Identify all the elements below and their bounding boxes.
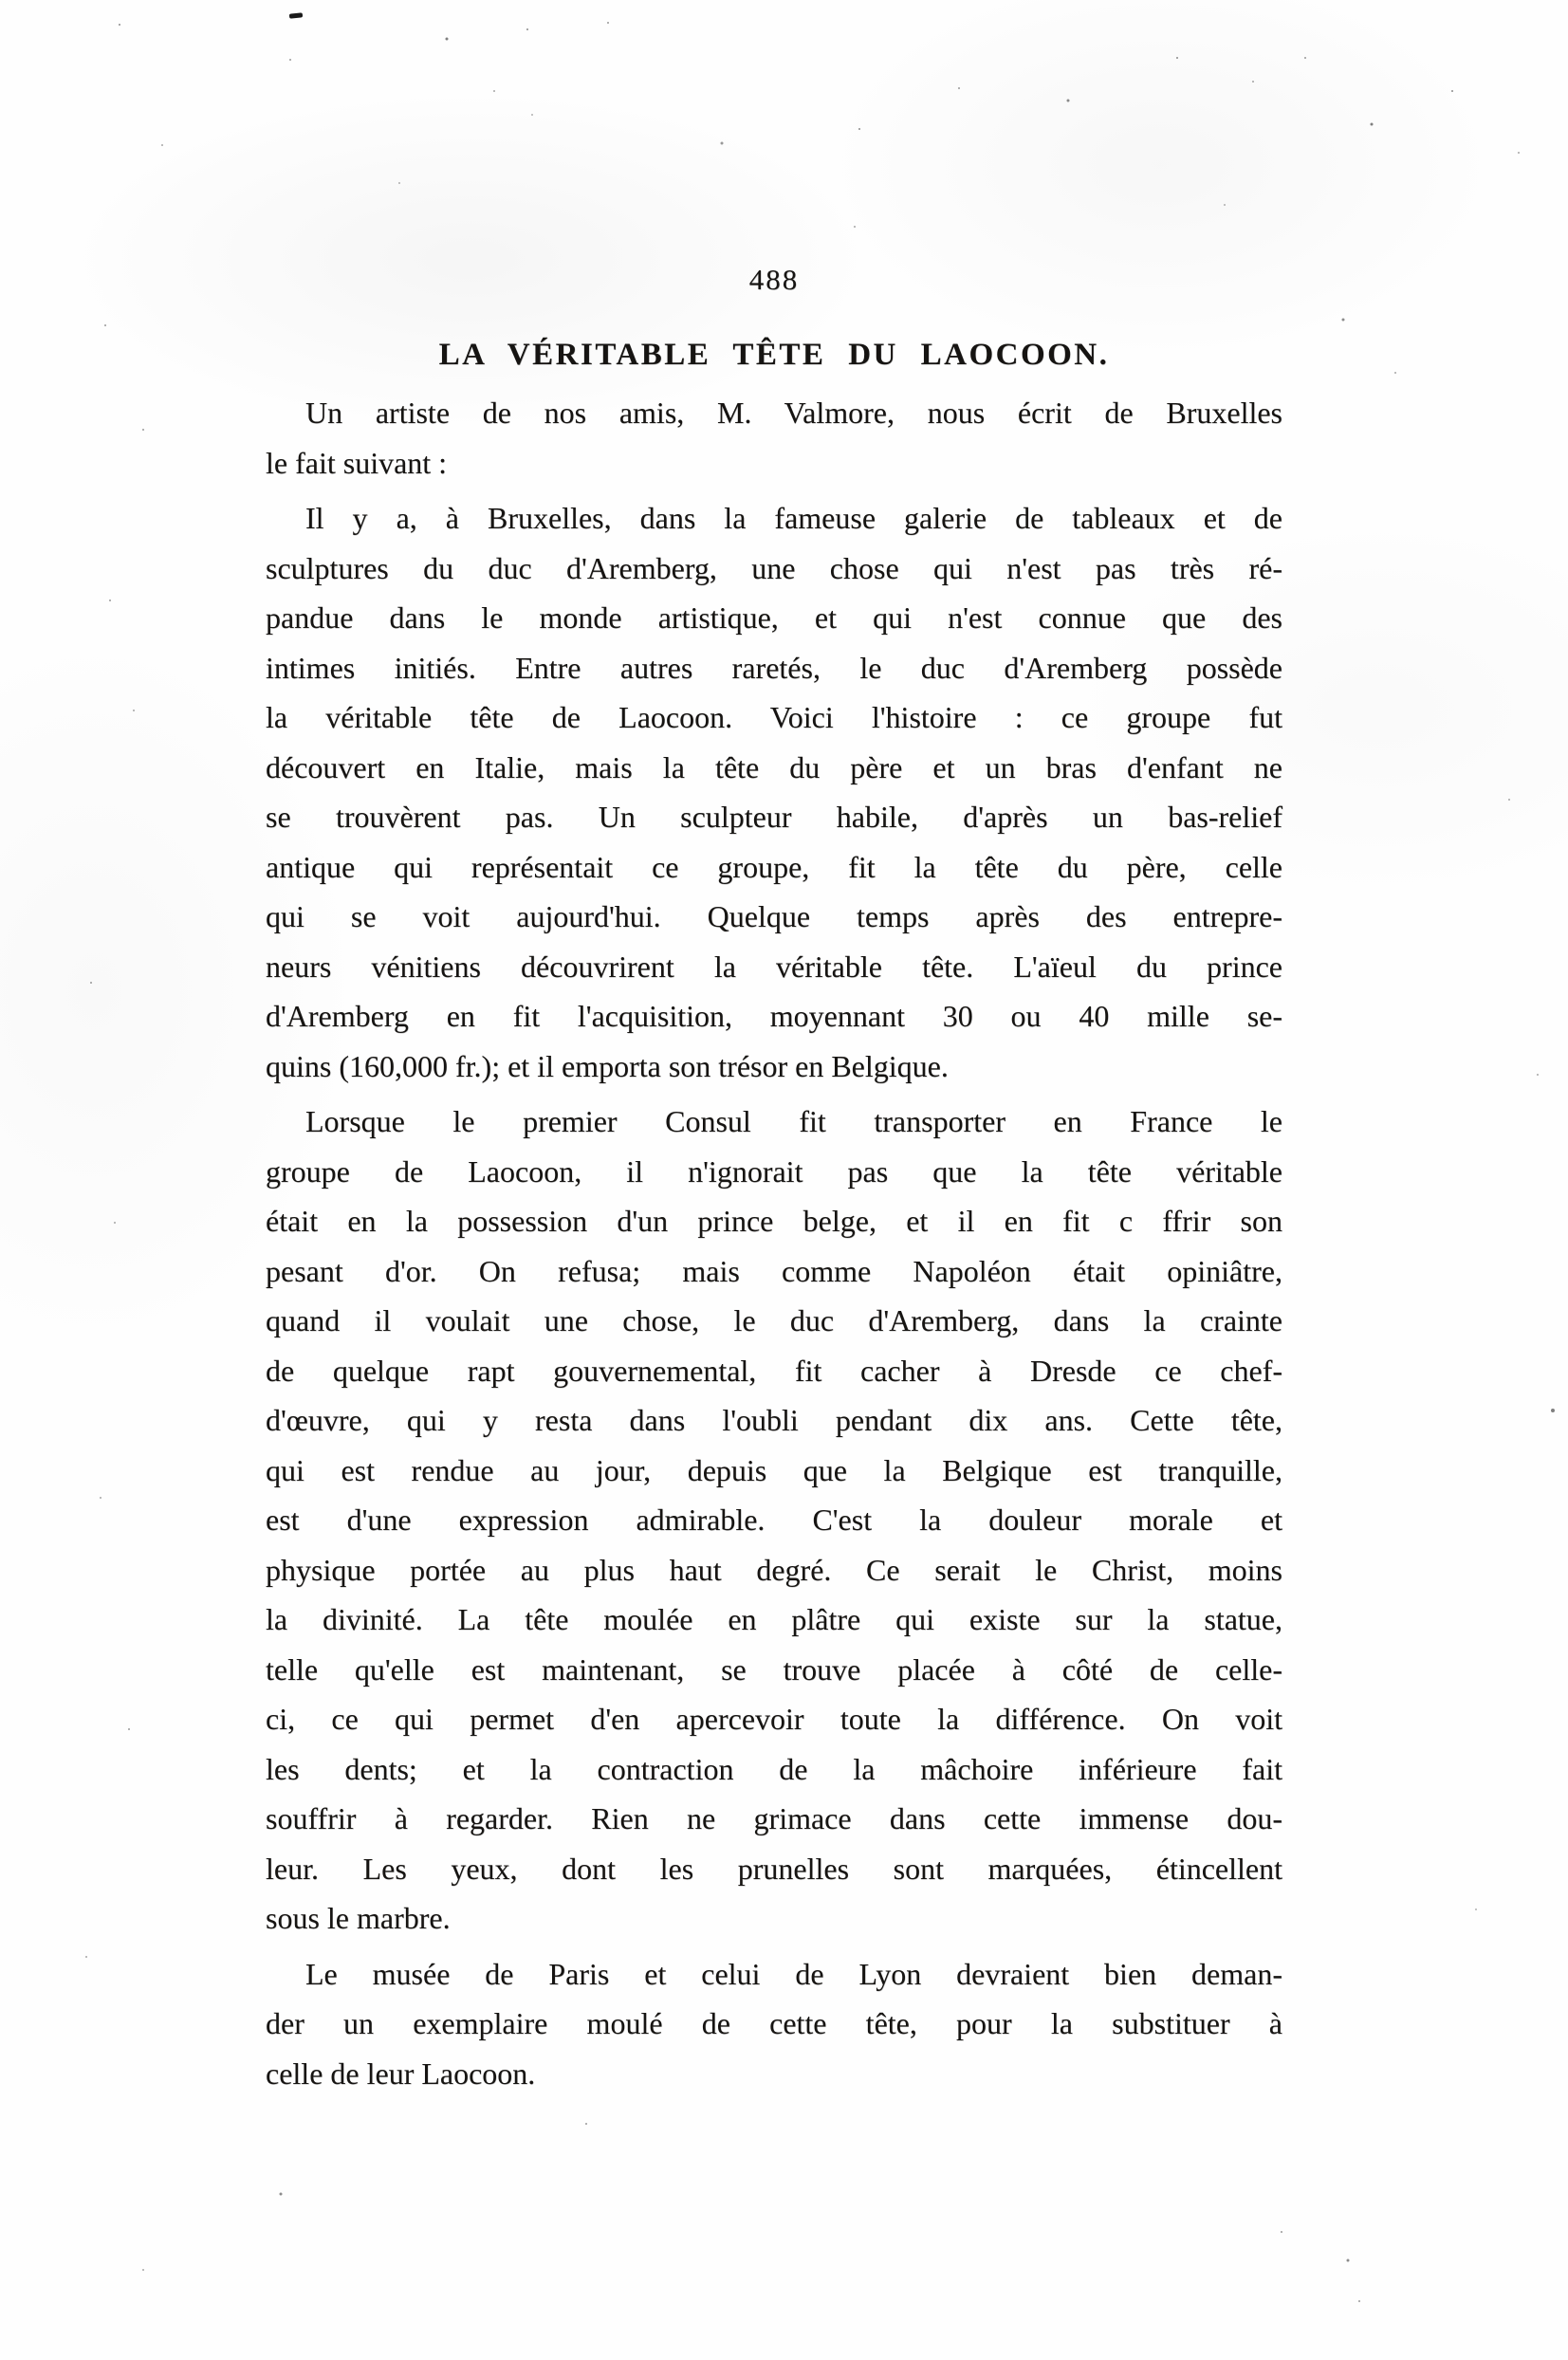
text-line: Lorsque le premier Consul fit transporter en France le [305, 1104, 1282, 1138]
text-line: pesant d'or. On refusa; mais comme Napoléon était opiniâtre, [266, 1253, 1282, 1288]
article-body [266, 388, 1282, 2098]
text-line: d'œuvre, qui y resta dans l'oubli pendant dix ans. Cette tête, [266, 1403, 1282, 1437]
page-content [266, 263, 1282, 2098]
text-line: la divinité. La tête moulée en plâtre qui existe sur la statue, [266, 1602, 1282, 1636]
text-line: les dents; et la contraction de la mâchoire inférieure fait [266, 1751, 1282, 1786]
text-line: qui est rendue au jour, depuis que la Belgique est tranquille, [266, 1452, 1282, 1487]
text-line: d'Aremberg en fit l'acquisition, moyennant 30 ou 40 mille se- [266, 999, 1282, 1033]
text-line: leur. Les yeux, dont les prunelles sont marquées, étincellent [266, 1851, 1282, 1886]
text-line: neurs vénitiens découvrirent la véritable tête. L'aïeul du prince [266, 949, 1282, 984]
text-line: Un artiste de nos amis, M. Valmore, nous écrit de Bruxelles [305, 396, 1282, 430]
text-line: de quelque rapt gouvernemental, fit cacher à Dresde ce chef- [266, 1353, 1282, 1388]
text-line: intimes initiés. Entre autres raretés, le duc d'Aremberg possède [266, 650, 1282, 685]
text-line: physique portée au plus haut degré. Ce serait le Christ, moins [266, 1552, 1282, 1587]
text-line: antique qui représentait ce groupe, fit la tête du père, celle [266, 849, 1282, 884]
text-line: qui se voit aujourd'hui. Quelque temps après des entrepre- [266, 899, 1282, 933]
text-line: groupe de Laocoon, il n'ignorait pas que la tête véritable [266, 1153, 1282, 1189]
text-line: la véritable tête de Laocoon. Voici l'histoire : ce groupe fut [266, 700, 1282, 734]
text-line: Il y a, à Bruxelles, dans la fameuse galerie de tableaux et de [305, 501, 1282, 535]
paragraph [266, 1097, 1282, 1944]
text-line: quins (160,000 fr.); et il emporta son trésor en Belgique. [266, 1048, 949, 1083]
text-line: telle qu'elle est maintenant, se trouve placée à côté de celle- [266, 1651, 1282, 1687]
text-line: sculptures du duc d'Aremberg, une chose qui n'est pas très ré- [266, 550, 1282, 585]
scan-noise [0, 0, 2, 2]
paragraph [266, 388, 1282, 488]
text-line: ci, ce qui permet d'en apercevoir toute la différence. On voit [266, 1702, 1282, 1736]
text-line: est d'une expression admirable. C'est la douleur morale et [266, 1503, 1282, 1537]
paragraph [266, 493, 1282, 1091]
text-line: se trouvèrent pas. Un sculpteur habile, d'après un bas-relief [266, 800, 1282, 834]
text-line: le fait suivant : [266, 445, 448, 480]
text-line: celle de leur Laocoon. [266, 2056, 536, 2091]
text-line: était en la possession d'un prince belge, et il en fit c ffrir son [266, 1204, 1282, 1238]
text-line: Le musée de Paris et celui de Lyon devraient bien deman- [305, 1956, 1282, 1991]
article-title: LA VÉRITABLE TÊTE DU LAOCOON. [438, 338, 1110, 372]
page-number: 488 [748, 263, 800, 296]
text-line: découvert en Italie, mais la tête du père et un bras d'enfant ne [266, 749, 1282, 784]
text-line: sous le marbre. [266, 1901, 451, 1935]
text-line: souffrir à regarder. Rien ne grimace dans cette immense dou- [266, 1801, 1282, 1835]
text-line: pandue dans le monde artistique, et qui n'est connue que des [266, 600, 1282, 635]
paragraph [266, 1949, 1282, 2099]
text-line: der un exemplaire moulé de cette tête, pour la substituer à [266, 2006, 1282, 2040]
scan-artifact-dash [289, 12, 303, 18]
text-line: quand il voulait une chose, le duc d'Aremberg, dans la crainte [266, 1303, 1282, 1337]
